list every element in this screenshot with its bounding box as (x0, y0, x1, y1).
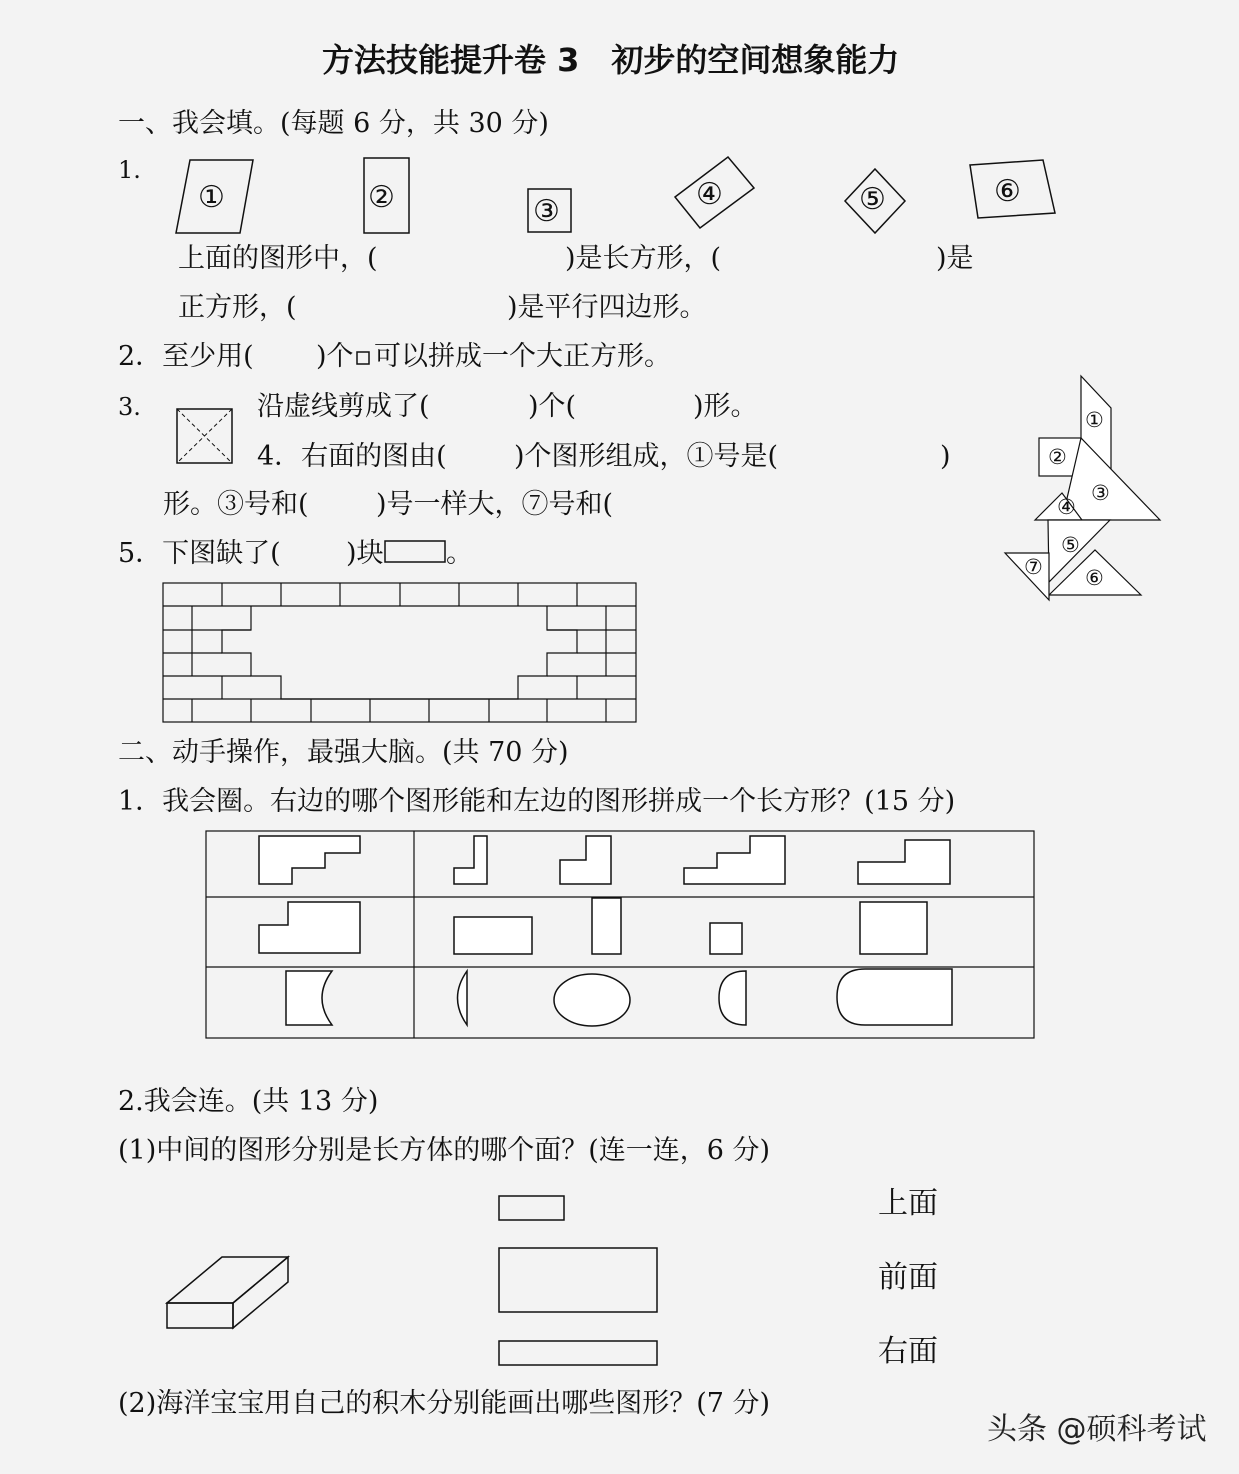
face-long-rect[interactable] (499, 1341, 657, 1365)
tangram-label-7: ⑦ (1024, 555, 1043, 579)
section-one-header: 一、我会填。(每题 6 分，共 30 分) (118, 108, 549, 139)
q4-part3: ) (940, 441, 951, 472)
q4-part2: )个图形组成，①号是( (514, 441, 779, 472)
tangram-label-2: ② (1048, 445, 1067, 469)
q1-line1-part1: 上面的图形中，( (178, 243, 378, 274)
s2-q2-sub1: (1)中间的图形分别是长方体的哪个面？(连一连，6 分) (118, 1135, 771, 1166)
face-label-top[interactable]: 上面 (878, 1186, 938, 1221)
q4-part5: )号一样大，⑦号和( (376, 489, 614, 520)
cuboid-front (167, 1303, 233, 1328)
q5-part3: 。 (446, 538, 473, 569)
q4-part4: 形。③号和( (163, 489, 309, 520)
s2-q2-sub2: (2)海洋宝宝用自己的积木分别能画出哪些图形？(7 分) (118, 1388, 771, 1419)
s2-q2-header: 2.我会连。(共 13 分) (118, 1086, 379, 1117)
shape-label-5: ⑤ (859, 182, 886, 217)
q1-number: 1. (118, 156, 141, 184)
q3-part3: )形。 (693, 391, 758, 422)
face-label-right[interactable]: 右面 (878, 1334, 938, 1369)
q4-part1: 4．右面的图由( (257, 441, 447, 472)
q3-part2: )个( (528, 391, 577, 422)
tangram-label-6: ⑥ (1085, 566, 1104, 590)
q2-part1: 2．至少用( (118, 341, 254, 372)
q2-part2: )个 (316, 341, 354, 372)
face-large-rect[interactable] (499, 1248, 657, 1312)
face-label-front[interactable]: 前面 (878, 1260, 938, 1295)
cuboid-top (167, 1257, 288, 1303)
shape-label-6: ⑥ (994, 174, 1021, 209)
shape-label-2: ② (368, 180, 395, 215)
shape-label-1: ① (198, 180, 225, 215)
s2-q1-text: 1．我会圈。右边的哪个图形能和左边的图形拼成一个长方形？(15 分) (118, 786, 956, 817)
face-small-rect[interactable] (499, 1196, 564, 1220)
q5-part2: )块 (346, 538, 384, 569)
shape-label-3: ③ (533, 194, 560, 229)
tangram-label-5: ⑤ (1061, 533, 1080, 557)
q2-part3: 可以拼成一个大正方形。 (374, 341, 671, 372)
watermark: 头条 @硕科考试 (987, 1412, 1207, 1447)
q1-line1-part3: )是 (936, 243, 974, 274)
q1-line2-part2: )是平行四边形。 (507, 292, 707, 323)
shape-label-4: ④ (696, 177, 723, 212)
section-two-header: 二、动手操作，最强大脑。(共 70 分) (118, 737, 569, 768)
cuboid-right (233, 1257, 288, 1328)
tangram-label-3: ③ (1091, 481, 1110, 505)
q3-number: 3. (118, 393, 141, 421)
q1-line2-part1: 正方形，( (178, 292, 297, 323)
q3-part1: 沿虚线剪成了( (257, 391, 430, 422)
page-title: 方法技能提升卷 3 初步的空间想象能力 (322, 41, 900, 79)
tangram-label-1: ① (1085, 408, 1104, 432)
q1-line1-part2: )是长方形，( (565, 243, 722, 274)
tangram-label-4: ④ (1057, 495, 1076, 519)
q5-part1: 5．下图缺了( (118, 538, 281, 569)
